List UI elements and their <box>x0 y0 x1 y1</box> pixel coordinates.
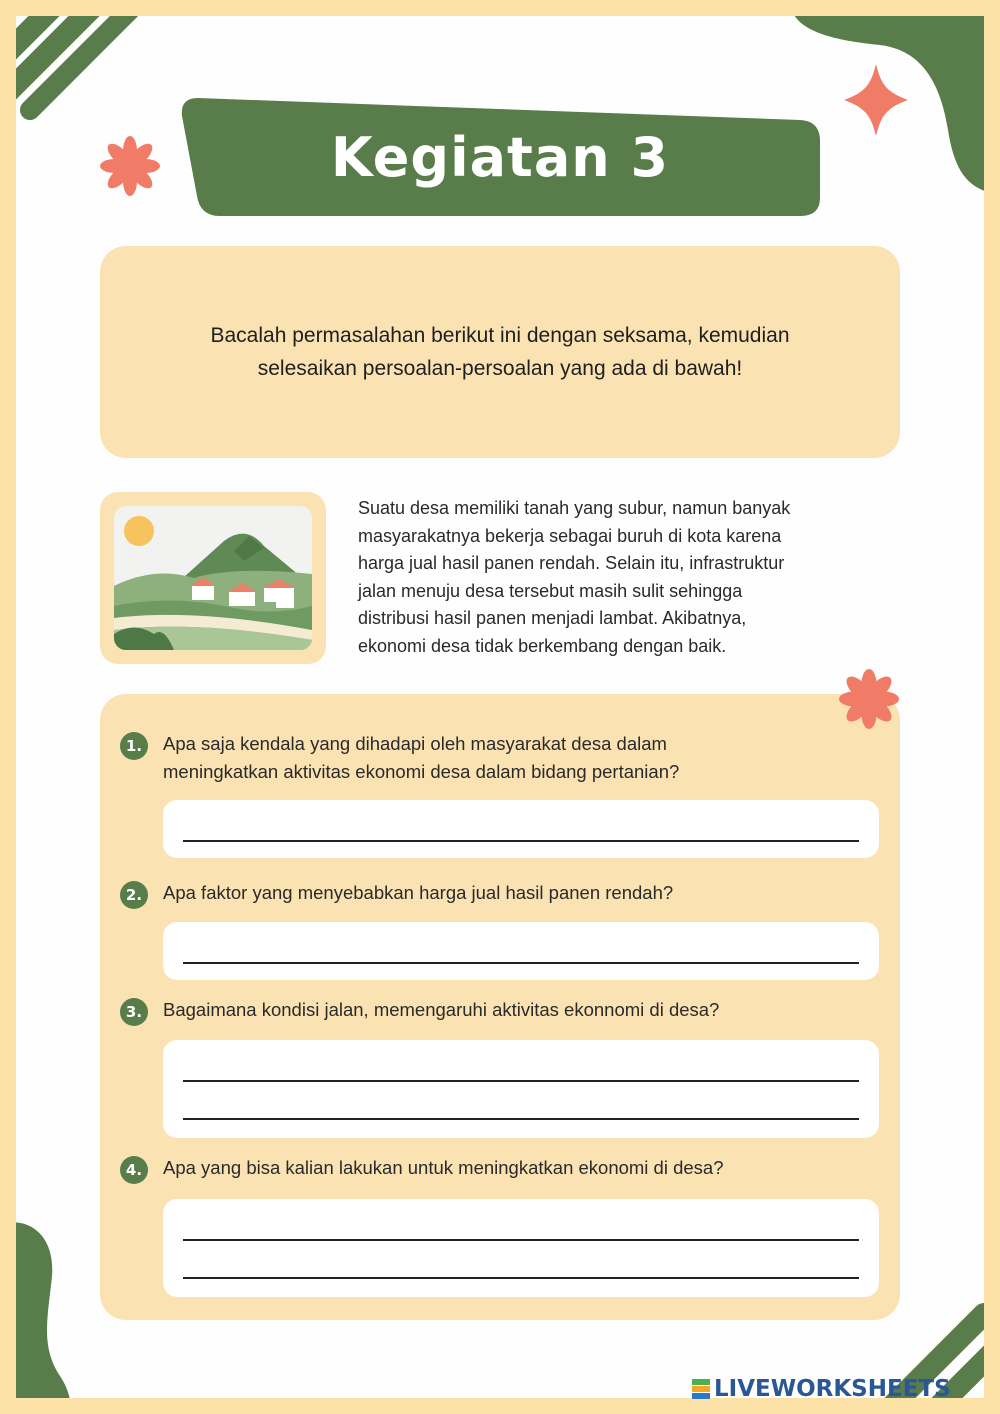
story-line: Suatu desa memiliki tanah yang subur, namun banyak <box>358 498 791 518</box>
question-line: Apa yang bisa kalian lakukan untuk meningkatkan ekonomi di desa? <box>163 1157 724 1178</box>
answer-field-2[interactable] <box>163 922 879 980</box>
answer-field-3[interactable] <box>163 1040 879 1138</box>
story-line: ekonomi desa tidak berkembang dengan baik. <box>358 635 727 656</box>
liveworksheets-logo-icon <box>692 1379 710 1399</box>
decorative-strokes-top-left <box>16 16 160 120</box>
answer-line <box>183 1118 859 1120</box>
answer-line <box>183 962 859 964</box>
story-line: distribusi hasil panen menjadi lambat. Akibatnya, <box>358 608 747 628</box>
sparkle-icon <box>844 64 908 136</box>
question-text <box>163 1154 863 1182</box>
village-illustration-frame <box>100 492 326 664</box>
story-line: jalan menuju desa tersebut masih sulit sehingga <box>358 580 743 601</box>
answer-field-4[interactable] <box>163 1199 879 1297</box>
flower-icon <box>838 668 900 730</box>
page-title: Kegiatan 3 <box>330 125 670 189</box>
question-text <box>163 730 863 786</box>
story-paragraph <box>358 495 918 660</box>
answer-field-1[interactable] <box>163 800 879 858</box>
question-line: Apa saja kendala yang dihadapi oleh masyarakat desa dalam <box>163 733 667 754</box>
story-line: masyarakatnya bekerja sebagai buruh di kota karena <box>358 525 782 546</box>
instruction-box <box>100 246 900 458</box>
liveworksheets-watermark <box>692 1374 951 1404</box>
title-banner <box>180 98 820 216</box>
question-text <box>163 879 863 907</box>
story-line: harga jual hasil panen rendah. Selain itu, infrastruktur <box>358 553 785 573</box>
questions-box <box>100 694 900 1320</box>
answer-line <box>183 1277 859 1279</box>
question-number-badge: 4. <box>120 1156 148 1184</box>
question-number-badge: 3. <box>120 998 148 1026</box>
answer-line <box>183 1239 859 1241</box>
answer-line <box>183 1080 859 1082</box>
question-text <box>163 996 863 1024</box>
question-number-badge: 1. <box>120 732 148 760</box>
question-line: meningkatkan aktivitas ekonomi desa dalam bidang pertanian? <box>163 761 680 782</box>
question-line: Bagaimana kondisi jalan, memengaruhi aktivitas ekonnomi di desa? <box>163 999 720 1020</box>
instruction-text: Bacalah permasalahan berikut ini dengan seksama, kemudian selesaikan persoalan-persoalan yang ada di bawah! <box>210 324 790 380</box>
decorative-blob-bottom-left <box>16 1206 80 1398</box>
answer-line <box>183 840 859 842</box>
question-line: Apa faktor yang menyebabkan harga jual hasil panen rendah? <box>163 882 674 903</box>
village-landscape-image <box>114 506 312 650</box>
flower-icon <box>100 136 160 196</box>
question-number-badge: 2. <box>120 881 148 909</box>
watermark-text: LIVEWORKSHEETS <box>714 1376 951 1402</box>
